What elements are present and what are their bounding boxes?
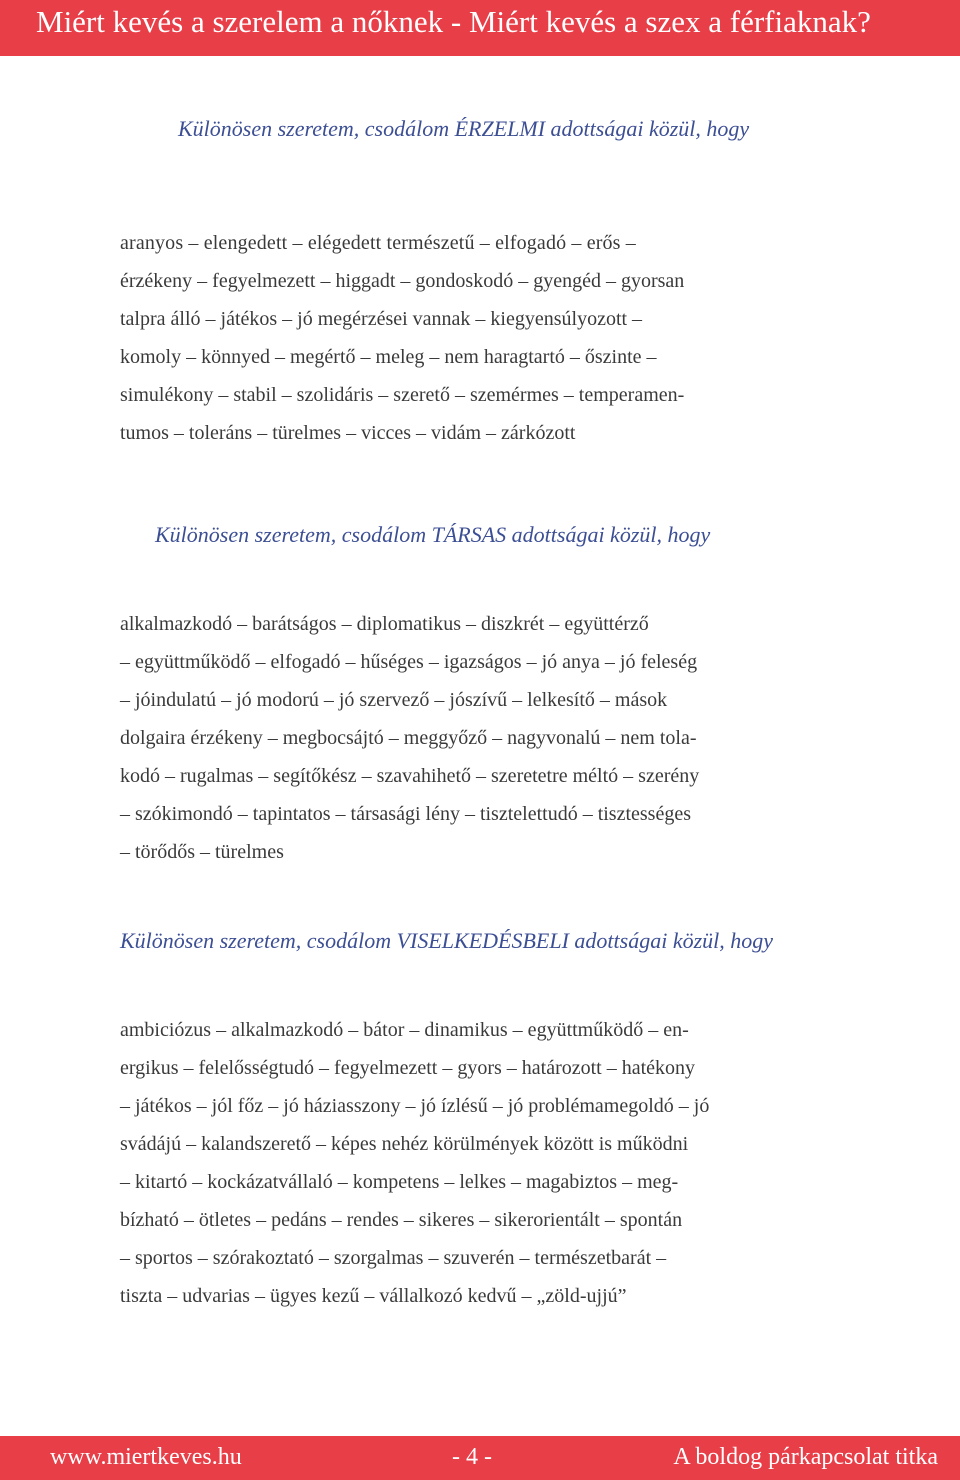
text-line: tiszta – udvarias – ügyes kezű – vállalkozó kedvű – „zöld-ujjú”	[120, 1285, 627, 1307]
text-line: ergikus – felelősségtudó – fegyelmezett – gyors – határozott – hatékony	[120, 1057, 696, 1079]
text-line: érzékeny – fegyelmezett – higgadt – gondoskodó – gyengéd – gyorsan	[120, 270, 685, 292]
text-line: komoly – könnyed – megértő – meleg – nem haragtartó – őszinte –	[120, 346, 657, 368]
text-line: aranyos – elengedett – elégedett természetű – elfogadó – erős –	[120, 232, 636, 254]
text-line: alkalmazkodó – barátságos – diplomatikus – diszkrét – együttérző	[120, 613, 649, 635]
text-line: bízható – ötletes – pedáns – rendes – sikeres – sikerorientált – spontán	[120, 1209, 683, 1231]
text-line: – sportos – szórakoztató – szorgalmas – szuverén – természetbarát –	[120, 1247, 667, 1269]
section-body-social	[120, 605, 840, 871]
text-line: kodó – rugalmas – segítőkész – szavahihető – szeretetre méltó – szerény	[120, 765, 700, 787]
text-line: – játékos – jól főz – jó háziasszony – jó ízlésű – jó problémamegoldó – jó	[120, 1095, 710, 1117]
section-body-emotional	[120, 224, 840, 452]
page-header-title: Miért kevés a szerelem a nőknek - Miért kevés a szex a férfiaknak?	[36, 4, 871, 39]
text-line: tumos – toleráns – türelmes – vicces – vidám – zárkózott	[120, 422, 576, 444]
text-line: – kitartó – kockázatvállaló – kompetens – lelkes – magabiztos – meg-	[120, 1171, 679, 1193]
footer-page-number: - 4 -	[452, 1444, 492, 1470]
section-body-behavioral	[120, 1011, 840, 1315]
text-line: svádájú – kalandszerető – képes nehéz körülmények között is működni	[120, 1133, 689, 1155]
page-footer-bar	[0, 1436, 960, 1480]
text-line: – szókimondó – tapintatos – társasági lény – tisztelettudó – tisztességes	[120, 803, 692, 825]
text-line: ambiciózus – alkalmazkodó – bátor – dinamikus – együttműködő – en-	[120, 1019, 689, 1041]
section-heading-emotional: Különösen szeretem, csodálom ÉRZELMI adottságai közül, hogy	[178, 116, 750, 141]
text-line: – törődős – türelmes	[120, 841, 284, 863]
footer-website-link[interactable]: www.miertkeves.hu	[50, 1444, 242, 1470]
section-heading-behavioral: Különösen szeretem, csodálom VISELKEDÉSBELI adottságai közül, hogy	[120, 928, 774, 953]
text-line: simulékony – stabil – szolidáris – szerető – szemérmes – temperamen-	[120, 384, 685, 406]
text-line: – együttműködő – elfogadó – hűséges – igazságos – jó anya – jó feleség	[120, 651, 698, 673]
page-header-bar	[0, 0, 960, 56]
footer-book-title: A boldog párkapcsolat titka	[673, 1444, 938, 1470]
section-heading-social: Különösen szeretem, csodálom TÁRSAS adottságai közül, hogy	[155, 522, 711, 547]
text-line: dolgaira érzékeny – megbocsájtó – meggyőző – nagyvonalú – nem tola-	[120, 727, 697, 749]
text-line: talpra álló – játékos – jó megérzései vannak – kiegyensúlyozott –	[120, 308, 643, 330]
text-line: – jóindulatú – jó modorú – jó szervező – jószívű – lelkesítő – mások	[120, 689, 668, 711]
